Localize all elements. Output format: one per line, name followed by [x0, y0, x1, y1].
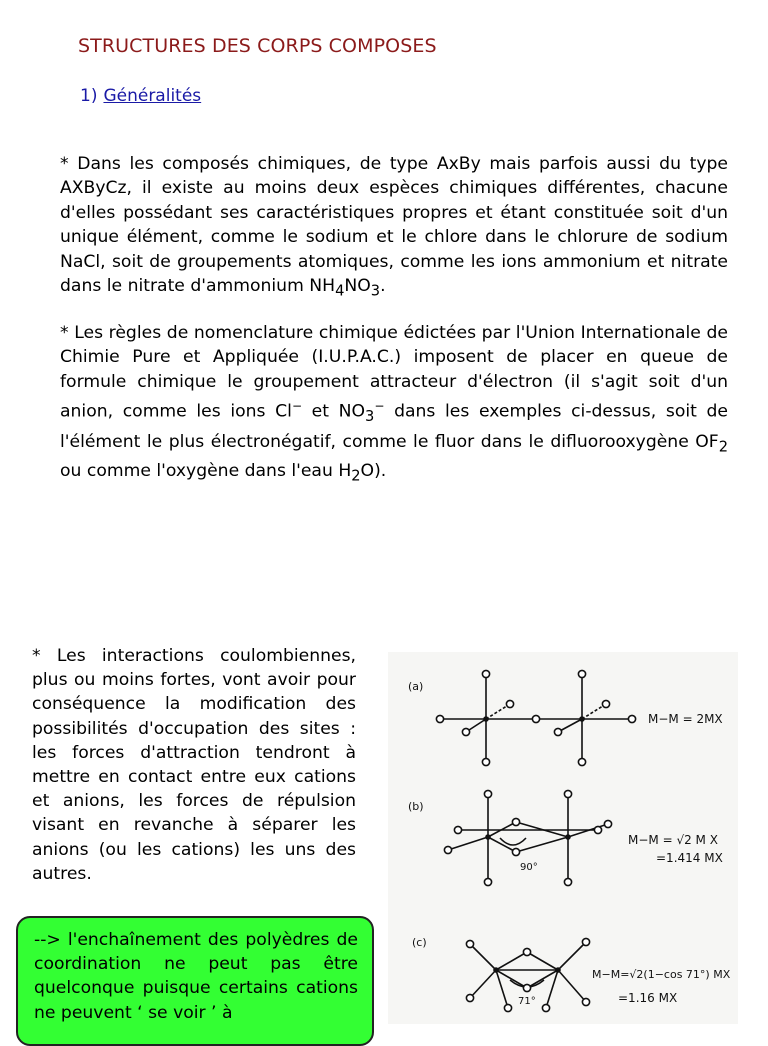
anion-node [564, 790, 571, 797]
anion-node [602, 700, 609, 707]
anion-node [523, 984, 530, 991]
anion-node [462, 728, 469, 735]
anion-node [578, 758, 585, 765]
anion-node [504, 1004, 511, 1011]
cation-node [580, 717, 584, 721]
paragraph-iupac-rules: * Les règles de nomenclature chimique édictées par l'Union Internationale de Chimie Pure et Appliquée (I.U.P.A.C.) imposent de placer en queue de formule chimique le groupement attracteur d'électron (il s'agit soit d'un anion, comme les ions Cl− et $NO_3^-$ dans les exemples ci-dessus, soit de l'élément le plus électronégatif, comme le fluor dans le difluorooxygène $OF_2$ ou comme l'oxygène dans l'eau $H_2O$). [60, 323, 728, 485]
cation-node [556, 968, 560, 972]
anion-node [482, 758, 489, 765]
anion-node [582, 998, 589, 1005]
anion-node [482, 670, 489, 677]
polyhedra-diagram [388, 652, 738, 1024]
anion-node [628, 715, 635, 722]
equation-c-line2: =1.16 MX [618, 991, 678, 1005]
anion-node [564, 878, 571, 885]
paragraph-compounds: * Dans les composés chimiques, de type AxBy mais parfois aussi du type AXByCz, il existe au moins deux espèces chimiques différentes, chacune d'elles possédant ses caractéristiques propres et étant constituée soit d'un unique élément, comme le sodium et le chlore dans le chlorure de sodium NaCl, soit de groupements atomiques, comme les ions ammonium et nitrate dans le nitrate d'ammonium $NH_4NO_3$. [60, 154, 728, 300]
anion-node [582, 938, 589, 945]
anion-node [484, 878, 491, 885]
anion-node [604, 820, 611, 827]
anion-node [523, 948, 530, 955]
section-title-link[interactable]: Généralités [103, 86, 202, 106]
anion-node [594, 826, 601, 833]
anion-node [532, 715, 539, 722]
page-title: STRUCTURES DES CORPS COMPOSES [78, 35, 437, 57]
anion-node [444, 846, 451, 853]
equation-b-line2: =1.414 MX [656, 851, 723, 865]
anion-node [484, 790, 491, 797]
section-number: 1) [80, 86, 98, 106]
equation-c-line1: M−M=√2(1−cos 71°) MX [592, 968, 731, 981]
cation-node [486, 835, 490, 839]
highlight-note-box: --> l'enchaînement des polyèdres de coordination ne peut pas être quelconque puisque certains cations ne peuvent ‘ se voir ’ à [16, 916, 374, 1046]
paragraph-coulomb-interactions: * Les interactions coulombiennes, plus ou moins fortes, vont avoir pour conséquence la modification des possibilités d'occupation des sites : les forces d'attraction tendront à mettre en contact entre eux cations et anions, les forces de répulsion visant en revanche à séparer les anions (ou les cations) les uns des autres. [32, 646, 356, 884]
cation-node [494, 968, 498, 972]
anion-node [506, 700, 513, 707]
cation-node [484, 717, 488, 721]
anion-node [512, 818, 519, 825]
figure-label-b: (b) [408, 800, 424, 813]
anion-node [512, 848, 519, 855]
equation-a: M−M = 2MX [648, 712, 723, 726]
angle-label-b: 90° [520, 862, 538, 873]
cation-node [566, 835, 570, 839]
anion-node [466, 940, 473, 947]
figure-label-a: (a) [408, 680, 424, 693]
section-heading [80, 86, 201, 106]
angle-label-c: 71° [518, 996, 536, 1007]
anion-node [542, 1004, 549, 1011]
anion-node [578, 670, 585, 677]
anion-node [454, 826, 461, 833]
anion-node [436, 715, 443, 722]
anion-node [466, 994, 473, 1001]
polyhedra-linkage-figure [388, 652, 738, 1024]
anion-node [554, 728, 561, 735]
figure-label-c: (c) [412, 936, 427, 949]
equation-b-line1: M−M = √2 M X [628, 833, 718, 847]
